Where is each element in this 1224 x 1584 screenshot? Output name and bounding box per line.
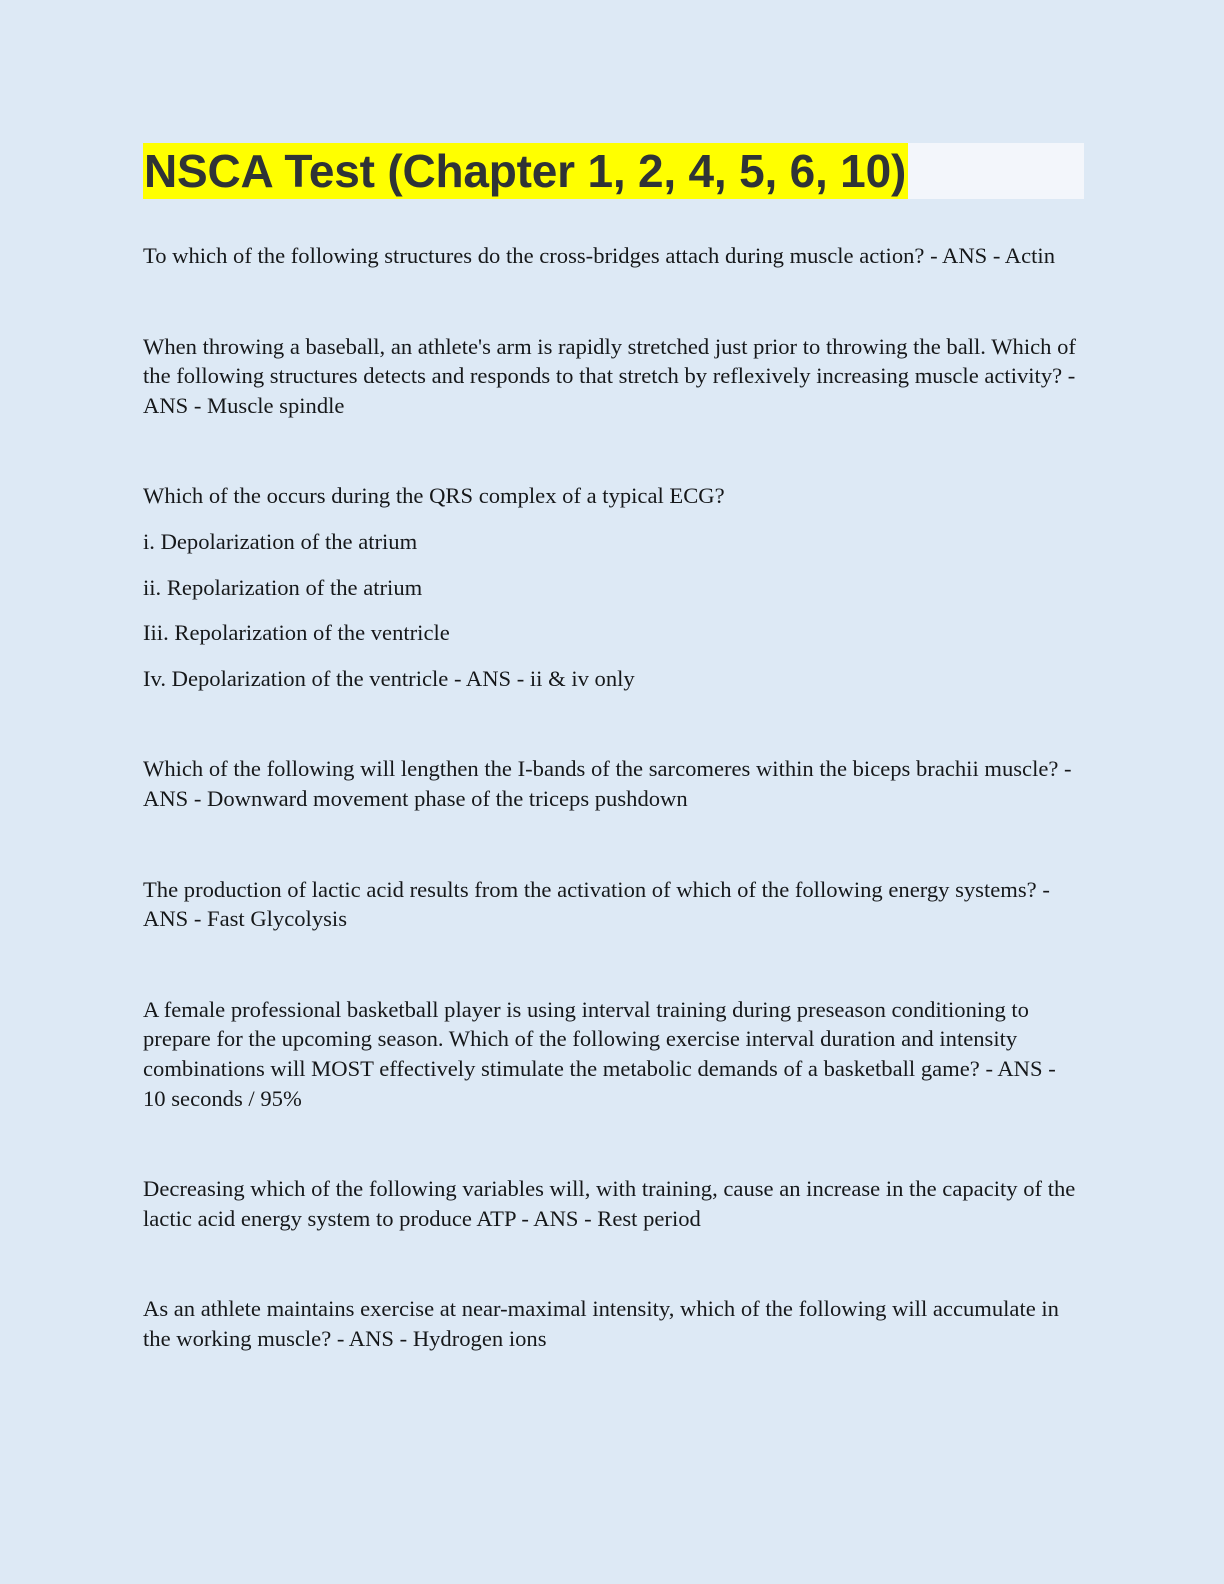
question-text: Which of the following will lengthen the I-bands of the sarcomeres within the biceps brachii muscle? - ANS - Downward movement phase of the triceps pushdown xyxy=(143,756,1072,811)
question-item xyxy=(143,1294,1083,1353)
question-option: Iii. Repolarization of the ventricle xyxy=(143,620,450,646)
question-item xyxy=(143,875,1083,934)
question-text: A female professional basketball player is using interval training during preseason conditioning to prepare for the upcoming season. Which of the following exercise interval duration and intensity combinations will MOST effectively stimulate the metabolic demands of a basketball game? - ANS - 10 seconds / 95% xyxy=(143,996,1056,1111)
document-title: NSCA Test (Chapter 1, 2, 4, 5, 6, 10) xyxy=(144,145,907,197)
question-text: The production of lactic acid results from the activation of which of the following energy systems? - ANS - Fast Glycolysis xyxy=(143,876,1050,932)
question-option: i. Depolarization of the atrium xyxy=(143,528,418,554)
question-text: Decreasing which of the following variables will, with training, cause an increase in the capacity of the lactic acid energy system to produce ATP - ANS - Rest period xyxy=(143,1176,1076,1231)
question-item xyxy=(143,332,1083,421)
question-text: When throwing a baseball, an athlete's arm is rapidly stretched just prior to throwing the ball. Which of the following structures detects and responds to that stretch by reflexively increasing muscle activity? - ANS - Muscle spindle xyxy=(143,333,1076,418)
question-stem: Which of the occurs during the QRS complex of a typical ECG? xyxy=(143,483,725,509)
question-text: As an athlete maintains exercise at near-maximal intensity, which of the following will accumulate in the working muscle? - ANS - Hydrogen ions xyxy=(143,1296,1059,1351)
question-item xyxy=(143,1174,1083,1233)
question-text: To which of the following structures do the cross-bridges attach during muscle action? - ANS - Actin xyxy=(143,243,1056,268)
question-item xyxy=(143,241,1083,271)
question-option-answer: Iv. Depolarization of the ventricle - ANS - ii & iv only xyxy=(143,665,635,691)
question-option: ii. Repolarization of the atrium xyxy=(143,574,423,600)
question-list xyxy=(143,241,1083,1414)
question-item xyxy=(143,995,1083,1113)
question-item xyxy=(143,754,1083,813)
question-item xyxy=(143,481,1083,693)
